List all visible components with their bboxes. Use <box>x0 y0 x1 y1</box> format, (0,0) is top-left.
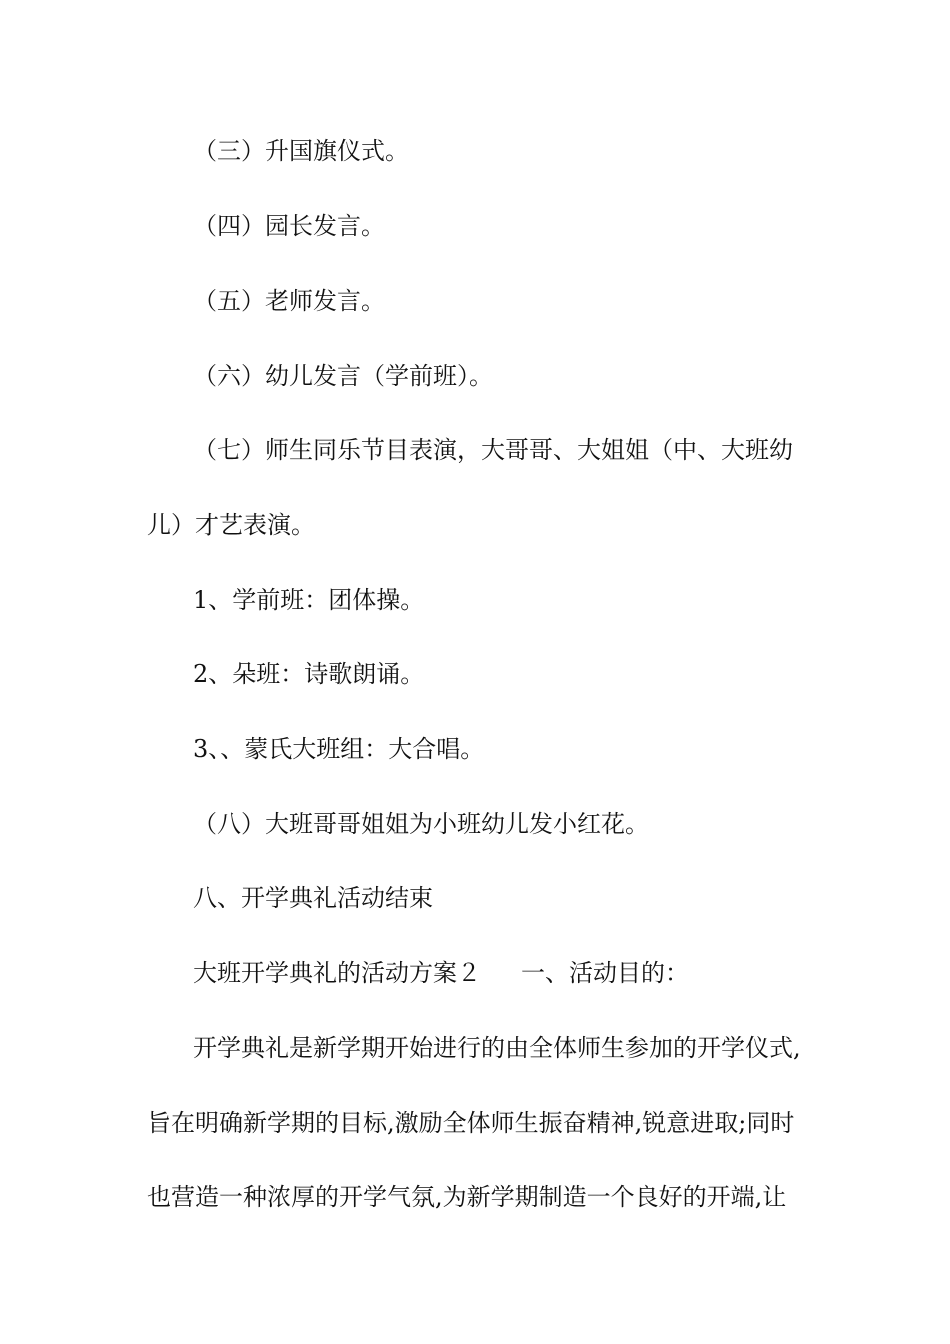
text-performance-2: 儿）才艺表演。 <box>147 511 315 539</box>
text-performance-1: （七）师生同乐节目表演，大哥哥、大姐姐（中、大班幼 <box>193 436 793 464</box>
text-end: 八、开学典礼活动结束 <box>193 884 433 912</box>
text-red-flowers: （八）大班哥哥姐姐为小班幼儿发小红花。 <box>193 810 649 838</box>
text-item-2: 2、朵班：诗歌朗诵。 <box>193 660 425 688</box>
paragraph-performance-line-2 <box>147 510 817 540</box>
paragraph-purpose-line-3 <box>147 1182 817 1212</box>
paragraph-performance-line-1 <box>147 435 817 465</box>
plan-title-line <box>147 958 817 988</box>
paragraph-ceremony-flag <box>147 136 817 166</box>
paragraph-child-speech <box>147 361 817 391</box>
text-teacher: （五）老师发言。 <box>193 287 385 315</box>
paragraph-teacher-speech <box>147 286 817 316</box>
paragraph-principal-speech <box>147 211 817 241</box>
list-item-2 <box>147 659 817 689</box>
text-purpose-2: 旨在明确新学期的目标,激励全体师生振奋精神,锐意进取;同时 <box>147 1109 795 1137</box>
text-principal: （四）园长发言。 <box>193 212 385 240</box>
list-item-1 <box>147 585 817 615</box>
text-flag: （三）升国旗仪式。 <box>193 137 409 165</box>
text-item-1: 1、学前班：团体操。 <box>193 586 425 614</box>
text-purpose-1: 开学典礼是新学期开始进行的由全体师生参加的开学仪式, <box>193 1034 801 1062</box>
text-item-3: 3、、蒙氏大班组：大合唱。 <box>193 735 485 763</box>
paragraph-purpose-line-2 <box>147 1108 817 1138</box>
section-purpose-heading: 一、活动目的： <box>521 959 689 987</box>
plan-title: 大班开学典礼的活动方案２ <box>193 959 481 987</box>
text-child: （六）幼儿发言（学前班）。 <box>193 362 493 390</box>
paragraph-purpose-line-1 <box>147 1033 817 1063</box>
paragraph-red-flowers <box>147 809 817 839</box>
list-item-3 <box>147 734 817 764</box>
section-end-heading <box>147 883 817 913</box>
text-purpose-3: 也营造一种浓厚的开学气氛,为新学期制造一个良好的开端,让 <box>147 1183 787 1211</box>
